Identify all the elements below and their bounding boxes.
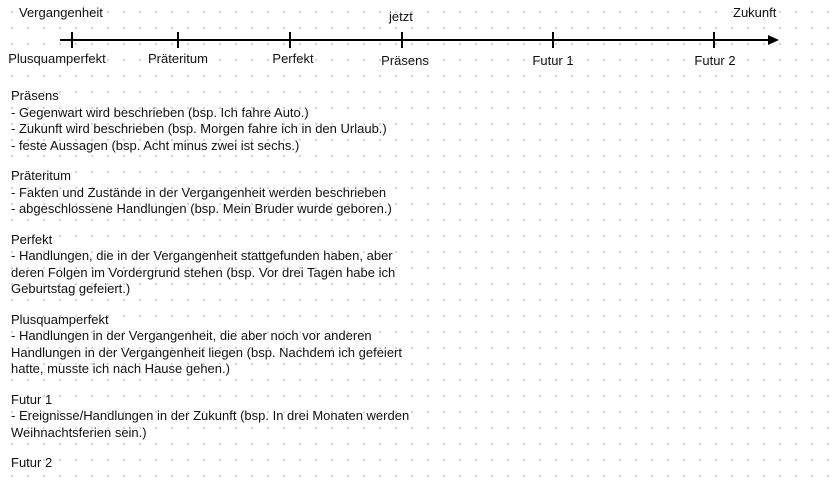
section-plusquamperfekt (11, 312, 831, 378)
section-line: Handlungen in der Vergangenheit liegen (bsp. Nachdem ich gefeiert (11, 344, 402, 360)
tick-label-futur-1: Futur 1 (532, 53, 574, 68)
section-line: hatte, musste ich nach Hause gehen.) (11, 361, 230, 376)
section-futur-1 (11, 392, 831, 442)
tense-descriptions (11, 88, 831, 486)
tick-label-praesens: Präsens (381, 53, 429, 68)
section-praesens (11, 88, 831, 154)
tick-label-plusquamperfekt: Plusquamperfekt (8, 51, 106, 66)
tick-label-praeteritum: Präteritum (148, 51, 208, 66)
section-line: - Zukunft wird beschrieben (bsp. Morgen fahre ich in den Urlaub.) (11, 121, 387, 136)
timeline-arrowhead (768, 35, 779, 45)
section-line: - Handlungen, die in der Vergangenheit stattgefunden haben, aber (11, 248, 393, 263)
section-line: - abgeschlossene Handlungen (bsp. Mein Bruder wurde geboren.) (11, 201, 392, 216)
section-title: Präteritum (11, 168, 71, 183)
timeline-axis (0, 0, 840, 60)
section-title: Futur 1 (11, 391, 53, 407)
tick-label-perfekt: Perfekt (272, 51, 314, 66)
section-title: Präsens (11, 88, 59, 103)
section-futur-2 (11, 455, 831, 472)
section-title: Futur 2 (11, 455, 53, 470)
section-line: - Fakten und Zustände in der Vergangenheit werden beschrieben (11, 184, 387, 200)
section-praeteritum (11, 168, 831, 218)
tick-label-futur-2: Futur 2 (694, 53, 736, 68)
section-line: - Ereignisse/Handlungen in der Zukunft (bsp. In drei Monaten werden (11, 408, 410, 423)
section-line: Geburtstag gefeiert.) (11, 281, 131, 296)
section-line: Weihnachtsferien sein.) (11, 424, 147, 440)
future-label: Zukunft (733, 5, 777, 20)
section-line: - Gegenwart wird beschrieben (bsp. Ich fahre Auto.) (11, 104, 309, 120)
section-title: Plusquamperfekt (11, 311, 109, 327)
past-label: Vergangenheit (19, 5, 103, 20)
section-title: Perfekt (11, 231, 53, 247)
now-label: jetzt (389, 9, 413, 24)
section-line: - Handlungen in der Vergangenheit, die aber noch vor anderen (11, 328, 372, 343)
section-line: - feste Aussagen (bsp. Acht minus zwei ist sechs.) (11, 137, 300, 153)
section-line: deren Folgen im Vordergrund stehen (bsp. Vor drei Tagen habe ich (11, 264, 396, 280)
section-perfekt (11, 232, 831, 298)
